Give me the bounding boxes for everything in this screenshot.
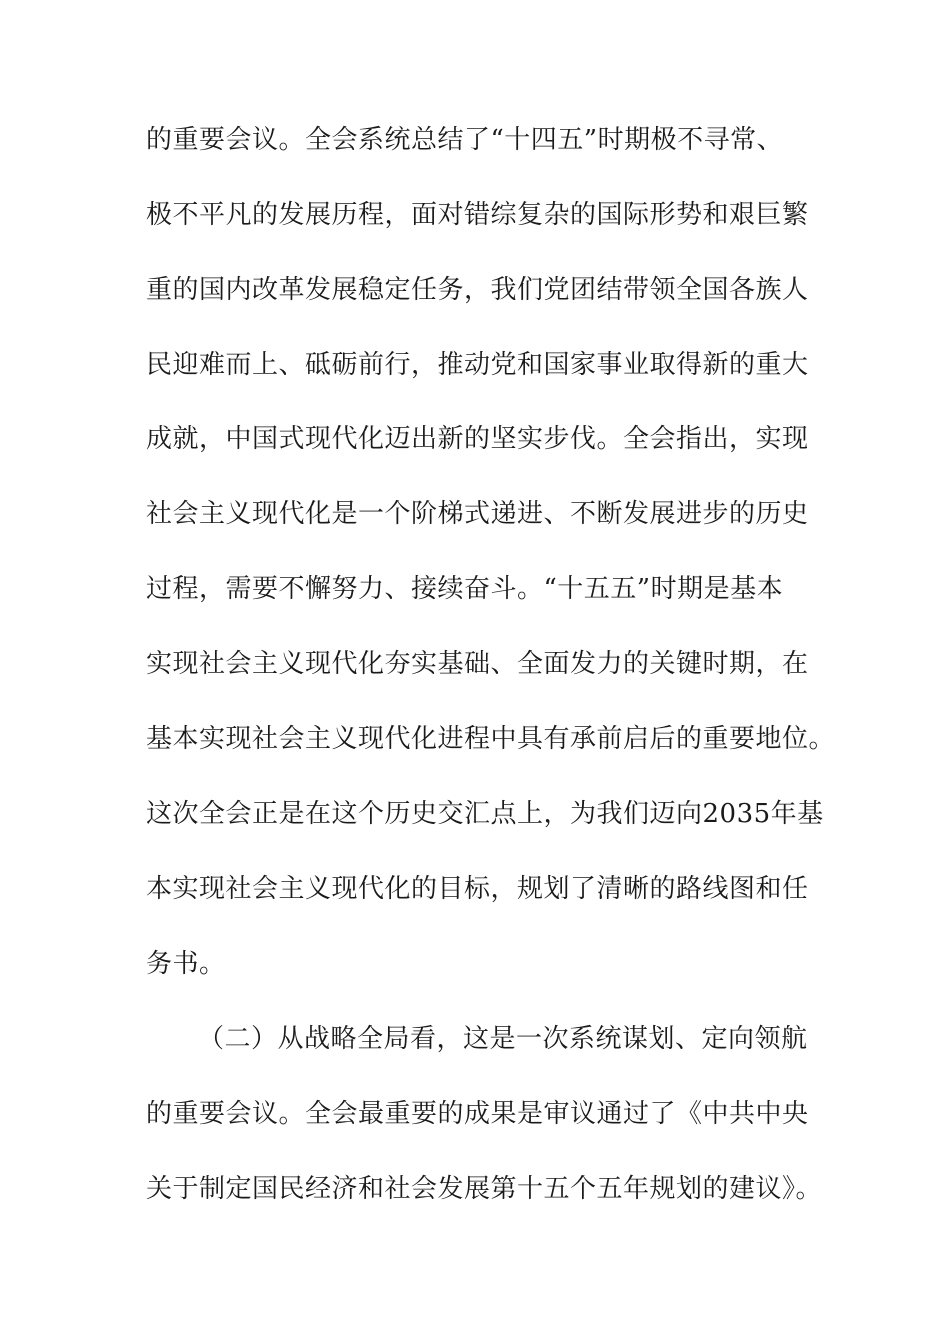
text-line: 务书。 (146, 949, 226, 979)
text-line: 民迎难而上、砥砺前行，推动党和国家事业取得新的重大 (146, 350, 809, 380)
text-line: 本实现社会主义现代化的目标，规划了清晰的路线图和任 (146, 874, 809, 904)
text-line: 的重要会议。全会系统总结了“十四五”时期极不寻常、 (146, 125, 784, 155)
paragraph-heading-line: （二）从战略全局看，这是一次系统谋划、定向领航 (198, 1024, 808, 1054)
text-line: 重的国内改革发展稳定任务，我们党团结带领全国各族人 (146, 275, 809, 305)
text-line: 关于制定国民经济和社会发展第十五个五年规划的建议》。 (146, 1174, 823, 1204)
text-line: 社会主义现代化是一个阶梯式递进、不断发展进步的历史 (146, 499, 809, 529)
text-line: 过程，需要不懈努力、接续奋斗。“十五五”时期是基本 (146, 574, 784, 604)
text-line: 基本实现社会主义现代化进程中具有承前启后的重要地位。 (146, 724, 836, 754)
text-line: 极不平凡的发展历程，面对错综复杂的国际形势和艰巨繁 (146, 200, 809, 230)
text-line: 的重要会议。全会最重要的成果是审议通过了《中共中央 (146, 1099, 809, 1129)
text-line: 实现社会主义现代化夯实基础、全面发力的关键时期，在 (146, 649, 809, 679)
text-line: 这次全会正是在这个历史交汇点上，为我们迈向2035年基 (146, 799, 824, 829)
text-line: 成就，中国式现代化迈出新的坚实步伐。全会指出，实现 (146, 424, 809, 454)
